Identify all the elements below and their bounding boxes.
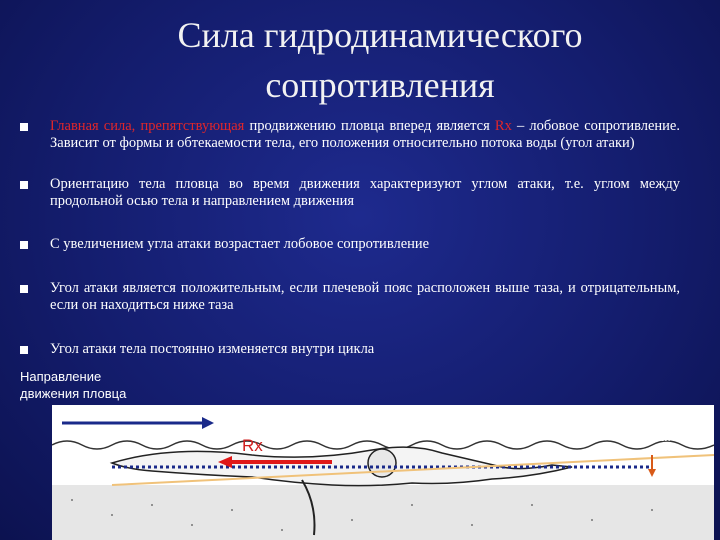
bullet-text: Главная сила, препятствующая продвижению пловца вперед является Rx – лобовое сопротивление. Зависит от формы и обтекаемости тела, его положения относительно потока воды (угол атаки) xyxy=(50,118,680,151)
bullet-square-icon xyxy=(20,346,28,354)
bullet-text: Угол атаки является положительным, если плечевой пояс расположен выше таза, и отрицательным, если он находиться ниже таза xyxy=(50,280,680,313)
bullet-text: Угол атаки тела постоянно изменяется внутри цикла xyxy=(50,341,375,357)
bullet-square-icon xyxy=(20,123,28,131)
bullet-item-angle-changes xyxy=(20,341,680,358)
water-texture xyxy=(52,485,714,540)
slide-title-line-1: Сила гидродинамического xyxy=(177,15,583,55)
bullet-square-icon xyxy=(20,285,28,293)
bullet-item-drag-increase xyxy=(20,236,680,253)
slide-title xyxy=(120,10,640,110)
bullet-text: Ориентацию тела пловца во время движения характеризуют углом атаки, т.е. углом между продольной осью тела и направлением движения xyxy=(50,176,680,209)
bullet-item-main-force xyxy=(20,118,680,151)
bullet-highlight: Главная сила, препятствующая xyxy=(50,118,245,134)
bullet-item-angle-sign xyxy=(20,280,680,313)
bullet-square-icon xyxy=(20,241,28,249)
direction-label: Направление движения пловца xyxy=(20,369,127,401)
bullet-text: С увеличением угла атаки возрастает лобовое сопротивление xyxy=(50,236,430,252)
bullet-square-icon xyxy=(20,181,28,189)
angle-of-attack-label: Угол атаки xyxy=(632,430,691,444)
swimmer-diagram xyxy=(52,405,714,540)
rx-highlight: Rx xyxy=(494,118,512,134)
bullet-item-orientation xyxy=(20,176,680,209)
slide-title-line-2: сопротивления xyxy=(265,65,495,105)
rx-label: Rx xyxy=(242,436,263,455)
